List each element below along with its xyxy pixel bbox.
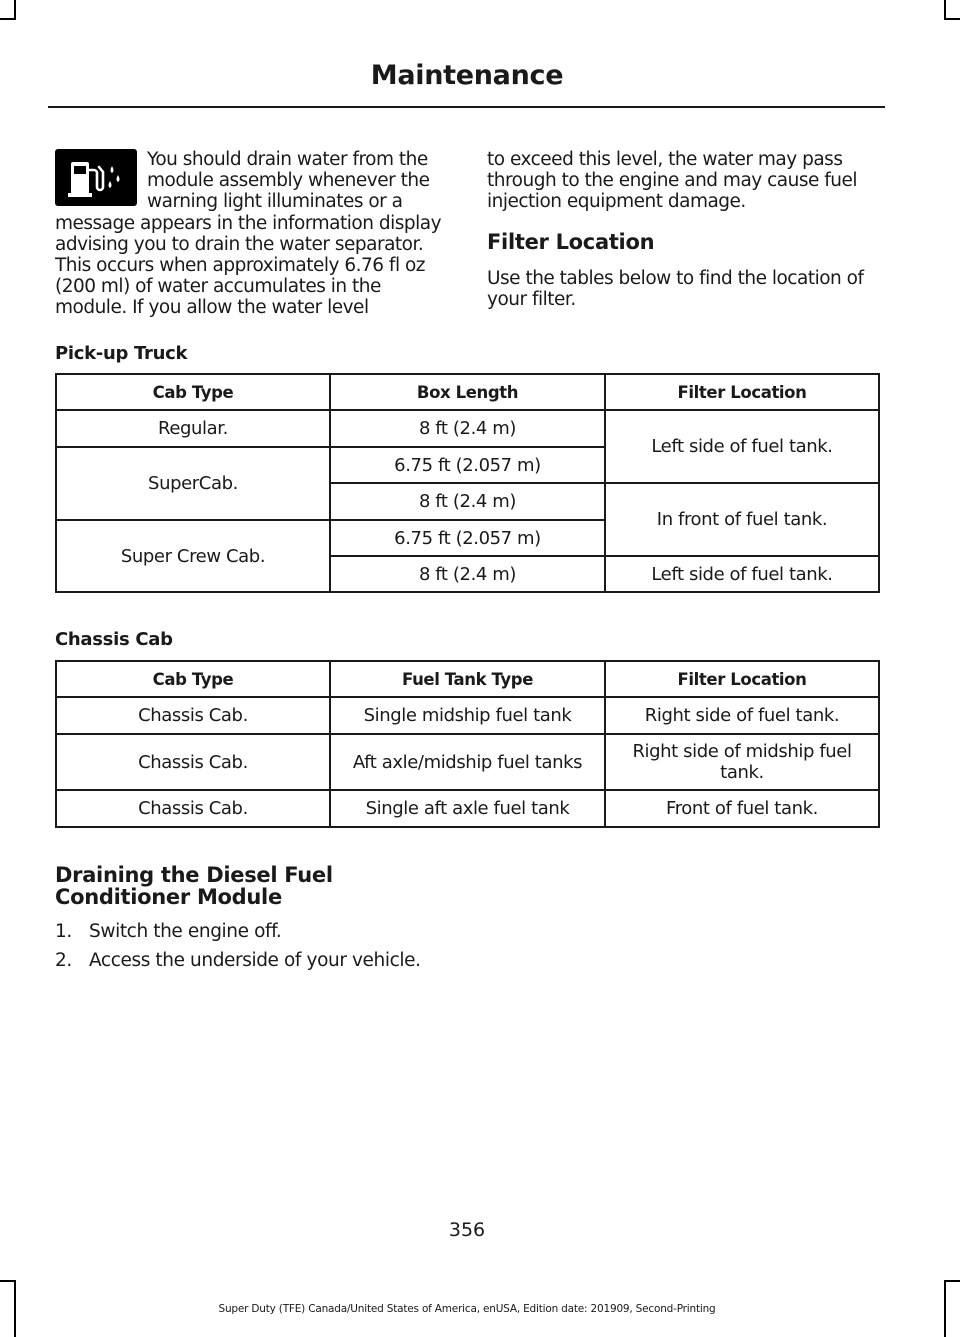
filter-location-text: Use the tables below to find the location of your filter. [487, 267, 864, 311]
table-cell: Regular. [56, 410, 330, 447]
pickup-truck-table [55, 373, 880, 593]
table-cell: Left side of fuel tank. [605, 410, 879, 483]
table-row [56, 790, 879, 827]
header-divider [48, 106, 885, 108]
step-number: 2. [55, 950, 72, 971]
table-cell: 6.75 ft (2.057 m) [330, 447, 605, 483]
step-number: 1. [55, 921, 72, 942]
table-cell: Chassis Cab. [56, 697, 330, 734]
table-row [56, 697, 879, 734]
footer-text: Super Duty (TFE) Canada/United States of America, enUSA, Edition date: 201909, Second-Printing [218, 1303, 716, 1315]
intro-left-column [55, 149, 448, 319]
column-header: Filter Location [605, 661, 879, 697]
table-cell: Chassis Cab. [56, 734, 330, 790]
intro-right-text: to exceed this level, the water may pass through to the engine and may cause fuel injection equipment damage. [487, 149, 858, 213]
column-header: Filter Location [605, 374, 879, 410]
column-header: Cab Type [56, 374, 330, 410]
fuel-pump-water-icon [55, 149, 137, 206]
column-header: Fuel Tank Type [330, 661, 605, 697]
page-number: 356 [448, 1219, 486, 1241]
step-text: Switch the engine off. [89, 921, 282, 942]
crop-mark [944, 1280, 960, 1282]
table-cell: Right side of midship fuel tank. [605, 734, 879, 790]
table-cell: SuperCab. [56, 447, 330, 520]
table-cell: 8 ft (2.4 m) [330, 483, 605, 520]
table-cell: In front of fuel tank. [605, 483, 879, 556]
table-cell: Front of fuel tank. [605, 790, 879, 827]
column-header: Box Length [330, 374, 605, 410]
crop-mark [944, 0, 946, 18]
page-title: Maintenance [370, 60, 564, 91]
table-cell: Left side of fuel tank. [605, 556, 879, 592]
table-cell: Chassis Cab. [56, 790, 330, 827]
table-cell: Single aft axle fuel tank [330, 790, 605, 827]
table-cell: Right side of fuel tank. [605, 697, 879, 734]
table-header-row [56, 661, 879, 697]
table-row [56, 410, 879, 447]
chassis-table-title: Chassis Cab [55, 629, 173, 650]
table-cell: Aft axle/midship fuel tanks [330, 734, 605, 790]
table-cell: Single midship fuel tank [330, 697, 605, 734]
steps-list [55, 921, 421, 979]
table-row [56, 734, 879, 790]
intro-left-text: You should drain water from the module assembly whenever the warning light illuminates or a message appears in the information display advising you to drain the water separator. This occurs when approximately 6.76 fl oz (200 ml) of water accumulates in the module. If you allow the water level [55, 149, 442, 319]
table-cell: 8 ft (2.4 m) [330, 556, 605, 592]
table-cell: 8 ft (2.4 m) [330, 410, 605, 447]
filter-location-heading: Filter Location [487, 229, 655, 254]
crop-mark [0, 1280, 16, 1282]
crop-mark [944, 1280, 946, 1337]
chassis-cab-table [55, 660, 880, 828]
table-cell: Super Crew Cab. [56, 520, 330, 592]
column-header: Cab Type [56, 661, 330, 697]
list-item [55, 921, 421, 950]
section-heading: Draining the Diesel Fuel Conditioner Module [55, 863, 333, 909]
crop-mark [14, 0, 16, 18]
crop-mark [0, 18, 16, 20]
table-header-row [56, 374, 879, 410]
step-text: Access the underside of your vehicle. [89, 950, 421, 971]
list-item [55, 950, 421, 979]
table-cell: 6.75 ft (2.057 m) [330, 520, 605, 556]
crop-mark [944, 18, 960, 20]
pickup-table-title: Pick-up Truck [55, 343, 188, 364]
intro-right-column [487, 149, 882, 310]
